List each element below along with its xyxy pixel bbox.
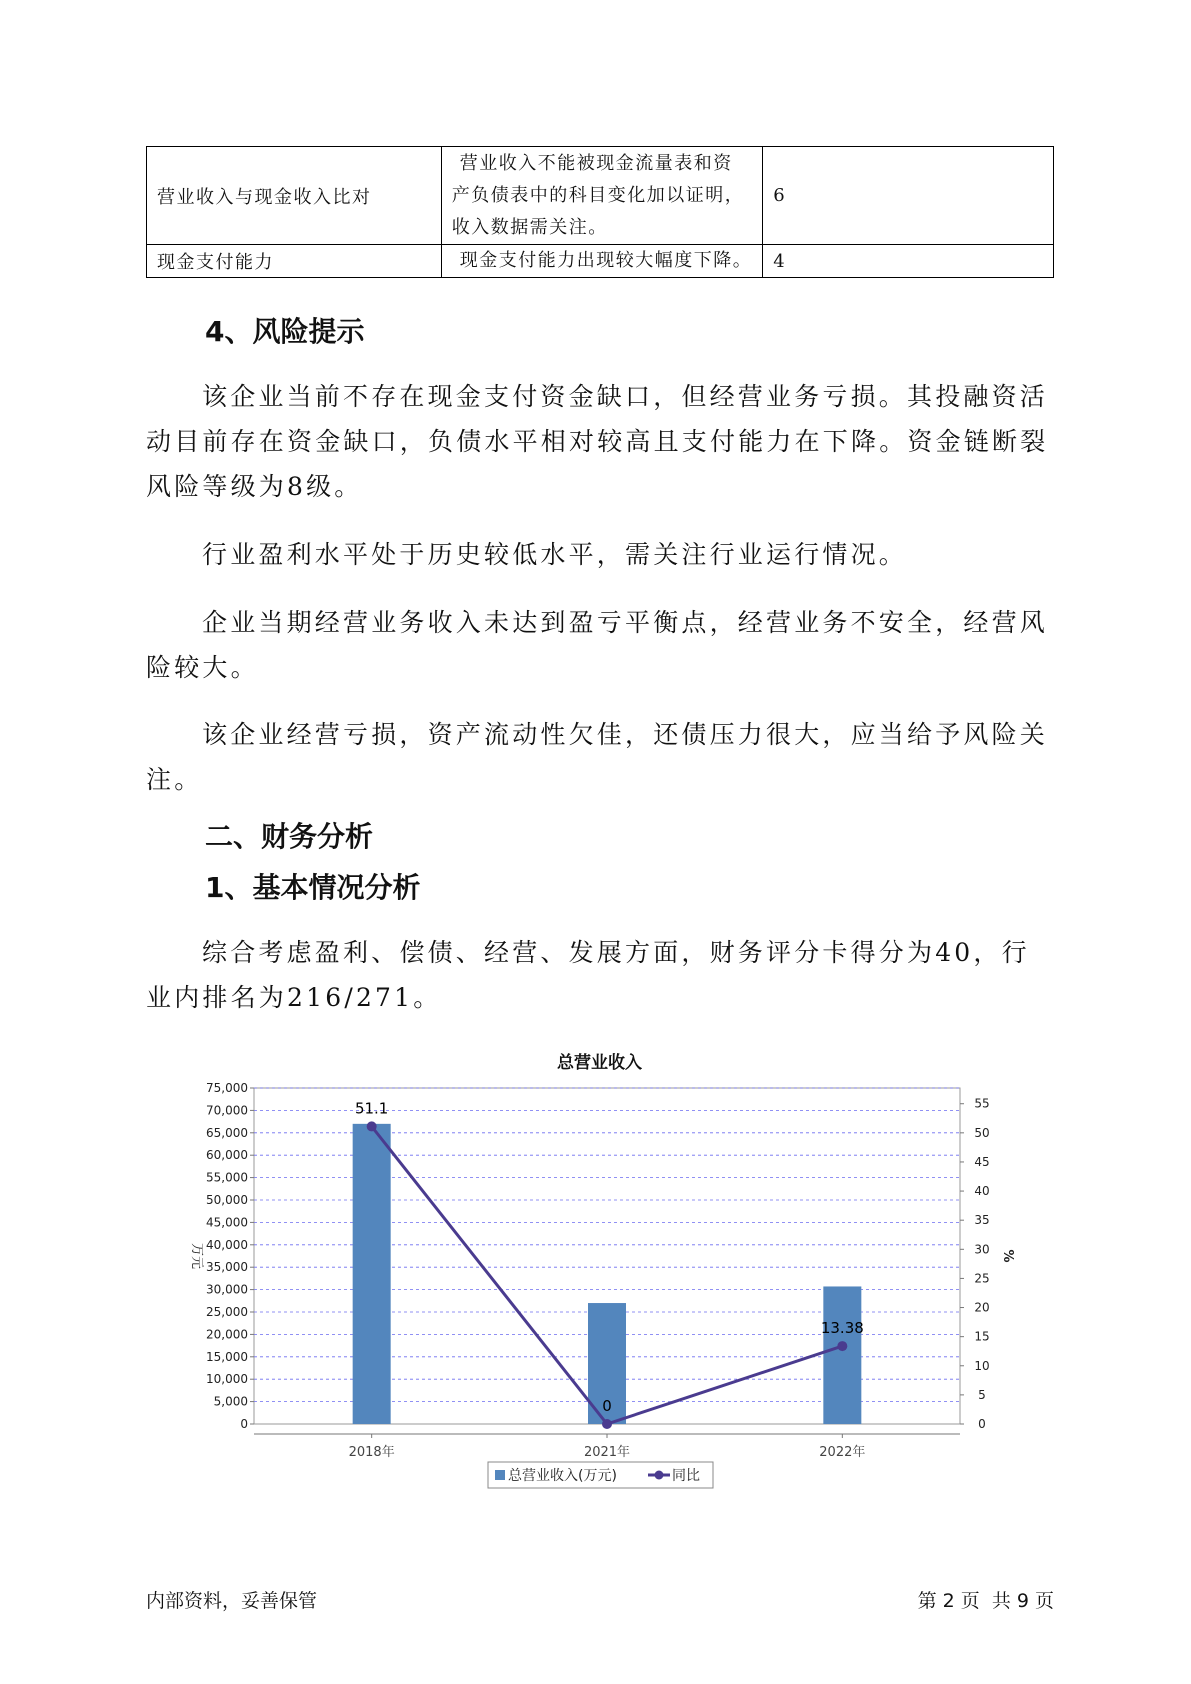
y-tick-label: 40,000	[206, 1237, 248, 1252]
risk-paragraph-2: 行业盈利水平处于历史较低水平，需关注行业运行情况。	[202, 540, 908, 569]
bar	[353, 1124, 391, 1424]
risk-paragraph-4: 该企业经营亏损，资产流动性欠佳，还债压力很大，应当给予风险关注。	[146, 720, 1049, 794]
x-tick-label: 2021年	[583, 1445, 631, 1460]
legend-line-marker	[655, 1471, 664, 1480]
yoy-data-label: 0	[602, 1397, 612, 1415]
y2-tick-label: 55	[974, 1096, 990, 1111]
y2-axis-label: %	[1000, 1249, 1015, 1263]
table-cell-item: 现金支付能力	[147, 245, 442, 278]
yoy-data-label: 13.38	[820, 1319, 864, 1338]
y2-tick-label: 40	[974, 1184, 990, 1199]
y2-tick-label: 0	[978, 1417, 986, 1431]
legend-bar-swatch	[495, 1470, 505, 1480]
y-tick-label: 25,000	[206, 1305, 248, 1319]
table-cell-score: 6	[763, 147, 1054, 245]
y-tick-label: 75,000	[206, 1081, 248, 1095]
y2-tick-label: 50	[974, 1125, 990, 1140]
table-cell-score: 4	[763, 245, 1054, 278]
table-cell-item: 营业收入与现金收入比对	[147, 147, 442, 245]
y2-tick-label: 35	[974, 1213, 990, 1228]
desc-line: 营业收入不能被现金流量表和资	[459, 152, 733, 174]
y-tick-label: 45,000	[206, 1215, 248, 1230]
y-tick-label: 55,000	[206, 1170, 248, 1185]
y-tick-label: 70,000	[206, 1103, 248, 1118]
x-tick-label: 2022年	[819, 1445, 866, 1460]
yoy-point	[837, 1341, 847, 1351]
footer-confidential: 内部资料，妥善保管	[146, 1590, 318, 1612]
y-tick-label: 20,000	[206, 1327, 248, 1342]
y2-tick-label: 10	[974, 1358, 990, 1373]
y-tick-label: 5,000	[213, 1394, 248, 1409]
risk-heading: 4、风险提示	[205, 315, 365, 348]
bar	[823, 1286, 861, 1424]
desc-line: 产负债表中的科目变化加以证明，	[451, 184, 745, 206]
basic-analysis-heading: 1、基本情况分析	[205, 871, 421, 904]
chart-title: 总营业收入	[557, 1053, 642, 1073]
risk-paragraph-3: 企业当期经营业务收入未达到盈亏平衡点，经营业务不安全，经营风险较大。	[146, 608, 1049, 682]
desc-line: 现金支付能力出现较大幅度下降。	[459, 250, 753, 271]
y-tick-label: 35,000	[206, 1260, 248, 1275]
y-tick-label: 60,000	[206, 1148, 248, 1163]
y-tick-label: 30,000	[206, 1282, 248, 1297]
risk-paragraph-1: 该企业当前不存在现金支付资金缺口，但经营业务亏损。其投融资活动目前存在资金缺口，负债水平相对较高且支付能力在下降。资金链断裂风险等级为8级。	[146, 382, 1049, 501]
finance-heading: 二、财务分析	[205, 820, 374, 853]
y-tick-label: 15,000	[206, 1349, 248, 1364]
footer-page-number: 第 2 页 共 9 页	[917, 1590, 1054, 1612]
finance-paragraph: 综合考虑盈利、偿债、经营、发展方面，财务评分卡得分为40，行业内排名为216/271。	[146, 938, 1030, 1012]
yoy-point	[367, 1121, 377, 1131]
legend-line-label: 同比	[672, 1468, 700, 1484]
yoy-point	[602, 1419, 612, 1429]
y-tick-label: 0	[240, 1417, 248, 1431]
y2-tick-label: 20	[974, 1300, 990, 1315]
y2-tick-label: 5	[978, 1387, 986, 1402]
y2-tick-label: 15	[974, 1329, 990, 1344]
desc-line: 收入数据需关注。	[451, 216, 608, 238]
y-axis-label: 万元	[189, 1242, 204, 1270]
yoy-data-label: 51.1	[354, 1099, 389, 1118]
x-tick-label: 2018年	[348, 1445, 395, 1460]
y-tick-label: 65,000	[206, 1125, 248, 1140]
y2-tick-label: 30	[974, 1242, 990, 1257]
legend-bar-label: 总营业收入(万元)	[508, 1468, 617, 1484]
y-tick-label: 10,000	[206, 1372, 248, 1387]
y2-tick-label: 25	[974, 1271, 990, 1286]
y2-tick-label: 45	[974, 1154, 990, 1169]
y-tick-label: 50,000	[206, 1193, 248, 1207]
